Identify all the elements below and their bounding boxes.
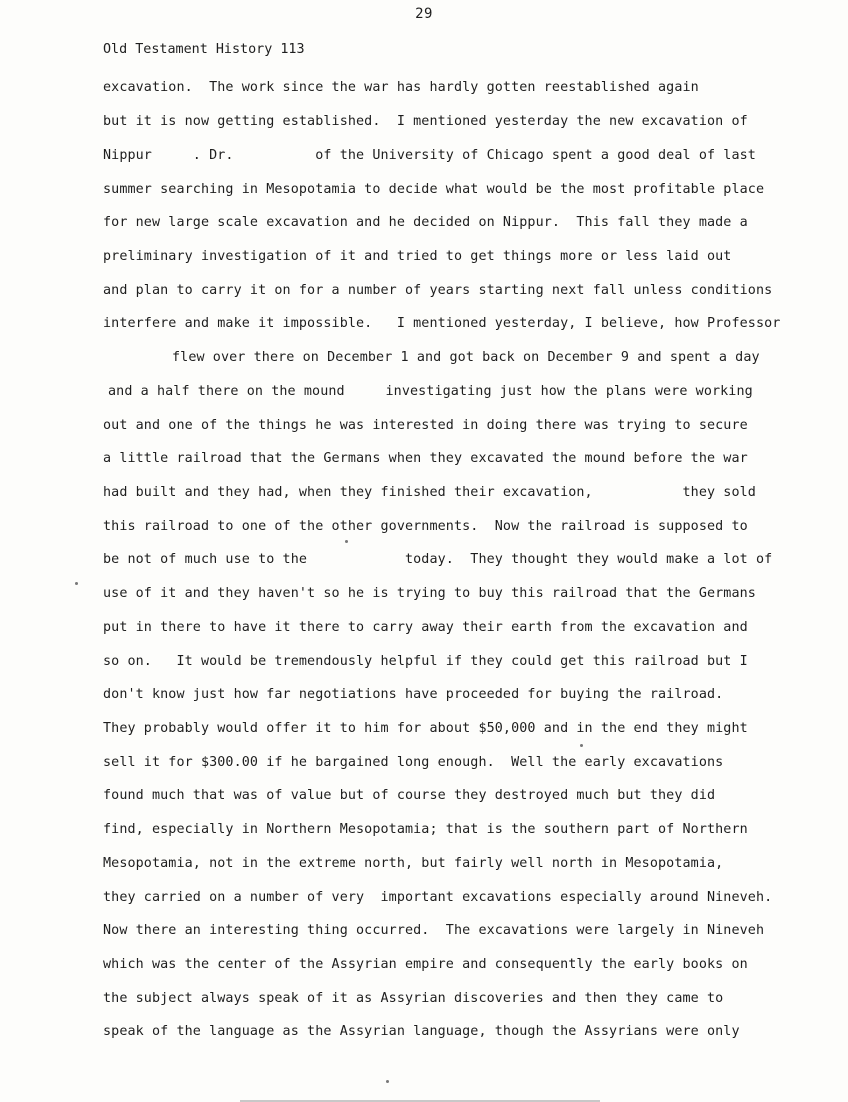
text-line: summer searching in Mesopotamia to decide what would be the most profitable place (103, 182, 765, 197)
text-line: flew over there on December 1 and got back on December 9 and spent a day (172, 350, 760, 365)
text-line: for new large scale excavation and he decided on Nippur. This fall they made a (103, 215, 748, 230)
text-line: speak of the language as the Assyrian language, though the Assyrians were only (103, 1024, 740, 1039)
ink-speck (345, 540, 348, 543)
text-line: use of it and they haven't so he is trying to buy this railroad that the Germans (103, 586, 756, 601)
text-line: the subject always speak of it as Assyrian discoveries and then they came to (103, 991, 724, 1006)
ink-speck (75, 582, 78, 585)
text-line: sell it for $300.00 if he bargained long enough. Well the early excavations (103, 755, 724, 770)
text-line: so on. It would be tremendously helpful if they could get this railroad but I (103, 654, 748, 669)
text-line: found much that was of value but of course they destroyed much but they did (103, 788, 716, 803)
text-line: out and one of the things he was interested in doing there was trying to secure (103, 418, 748, 433)
text-line: which was the center of the Assyrian empire and consequently the early books on (103, 957, 748, 972)
ink-speck (580, 744, 583, 747)
text-line: They probably would offer it to him for about $50,000 and in the end they might (103, 721, 748, 736)
ink-speck (386, 1080, 389, 1083)
text-line: find, especially in Northern Mesopotamia; that is the southern part of Northern (103, 822, 748, 837)
text-line: Now there an interesting thing occurred. The excavations were largely in Nineveh (103, 923, 765, 938)
text-line: preliminary investigation of it and tried to get things more or less laid out (103, 249, 732, 264)
text-line: don't know just how far negotiations have proceeded for buying the railroad. (103, 687, 724, 702)
text-line: Nippur . Dr. of the University of Chicago spent a good deal of last (103, 148, 756, 163)
text-line: and a half there on the mound investigating just how the plans were working (108, 384, 753, 399)
text-line: had built and they had, when they finished their excavation, they sold (103, 485, 756, 500)
text-line: interfere and make it impossible. I mentioned yesterday, I believe, how Professor (103, 316, 781, 331)
text-line: a little railroad that the Germans when they excavated the mound before the war (103, 451, 748, 466)
text-line: Mesopotamia, not in the extreme north, but fairly well north in Mesopotamia, (103, 856, 724, 871)
text-line: they carried on a number of very important excavations especially around Nineveh. (103, 890, 773, 905)
text-line: be not of much use to the today. They thought they would make a lot of (103, 552, 773, 567)
text-line: and plan to carry it on for a number of years starting next fall unless conditions (103, 283, 773, 298)
text-line: put in there to have it there to carry away their earth from the excavation and (103, 620, 748, 635)
page-number: 29 (415, 6, 433, 22)
text-line: but it is now getting established. I mentioned yesterday the new excavation of (103, 114, 748, 129)
document-header: Old Testament History 113 (103, 42, 305, 57)
text-line: this railroad to one of the other governments. Now the railroad is supposed to (103, 519, 748, 534)
text-line: excavation. The work since the war has hardly gotten reestablished again (103, 80, 699, 95)
